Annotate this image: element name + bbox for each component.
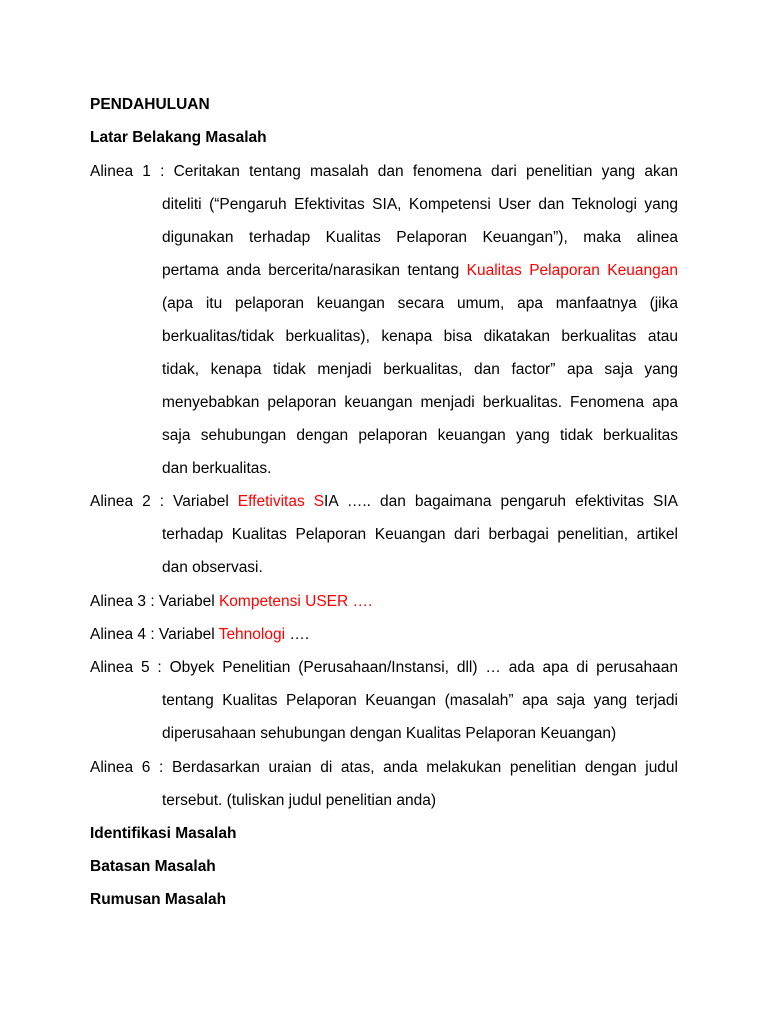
highlight-kualitas-pelaporan: Kualitas Pelaporan Keuangan [466,262,678,279]
alinea-1-line-5: (apa itu pelaporan keuangan secara umum, apa manfaatnya (jika [162,295,678,312]
alinea-2-line-1 [90,492,678,512]
highlight-kompetensi-user: Kompetensi USER …. [218,593,373,610]
alinea-1-line-3: digunakan terhadap Kualitas Pelaporan Keuangan”), maka alinea [162,229,678,246]
alinea-1-line-9: saja sehubungan dengan pelaporan keuangan yang tidak berkualitas [162,427,678,444]
alinea-1-line-6: berkualitas/tidak berkualitas), kenapa bisa dikatakan berkualitas atau [162,328,678,345]
alinea-1-line-1: Alinea 1 : Ceritakan tentang masalah dan fenomena dari penelitian yang akan [90,163,678,180]
alinea-1-line-4-text: pertama anda bercerita/narasikan tentang [162,262,467,279]
alinea-1-line-7: tidak, kenapa tidak menjadi berkualitas, dan factor” apa saja yang [162,361,678,378]
section-heading-latar-belakang: Latar Belakang Masalah [90,129,267,146]
alinea-2-line-3: dan observasi. [162,559,263,576]
section-heading-rumusan: Rumusan Masalah [90,891,227,908]
alinea-5-line-2: tentang Kualitas Pelaporan Keuangan (masalah” apa saja yang terjadi [162,692,678,709]
alinea-4 [90,625,309,645]
alinea-3 [90,592,372,612]
alinea-1-line-8: menyebabkan pelaporan keuangan menjadi berkualitas. Fenomena apa [162,394,678,411]
alinea-1-line-10: dan berkualitas. [162,460,272,477]
alinea-5-line-1: Alinea 5 : Obyek Penelitian (Perusahaan/Instansi, dll) … ada apa di perusahaan [90,659,678,676]
alinea-6-line-2: tersebut. (tuliskan judul penelitian anda) [162,792,437,809]
alinea-4-prefix: Alinea 4 : Variabel [90,626,219,643]
alinea-2-suffix: IA ….. dan bagaimana pengaruh efektivitas SIA [324,493,678,510]
page-title: PENDAHULUAN [90,96,210,113]
section-heading-batasan: Batasan Masalah [90,858,216,875]
alinea-2-prefix: Alinea 2 : Variabel [90,493,238,510]
alinea-4-suffix: …. [285,626,310,643]
section-heading-identifikasi: Identifikasi Masalah [90,825,237,842]
alinea-3-prefix: Alinea 3 : Variabel [90,593,219,610]
alinea-6-line-1: Alinea 6 : Berdasarkan uraian di atas, anda melakukan penelitian dengan judul [90,759,678,776]
alinea-2-line-2: terhadap Kualitas Pelaporan Keuangan dari berbagai penelitian, artikel [162,526,678,543]
alinea-5-line-3: diperusahaan sehubungan dengan Kualitas Pelaporan Keuangan) [162,725,617,742]
highlight-tehnologi: Tehnologi [218,626,286,643]
highlight-effetivitas: Effetivitas S [237,493,325,510]
alinea-1-line-2: diteliti (“Pengaruh Efektivitas SIA, Kompetensi User dan Teknologi yang [162,196,678,213]
alinea-1-line-4 [162,261,678,281]
